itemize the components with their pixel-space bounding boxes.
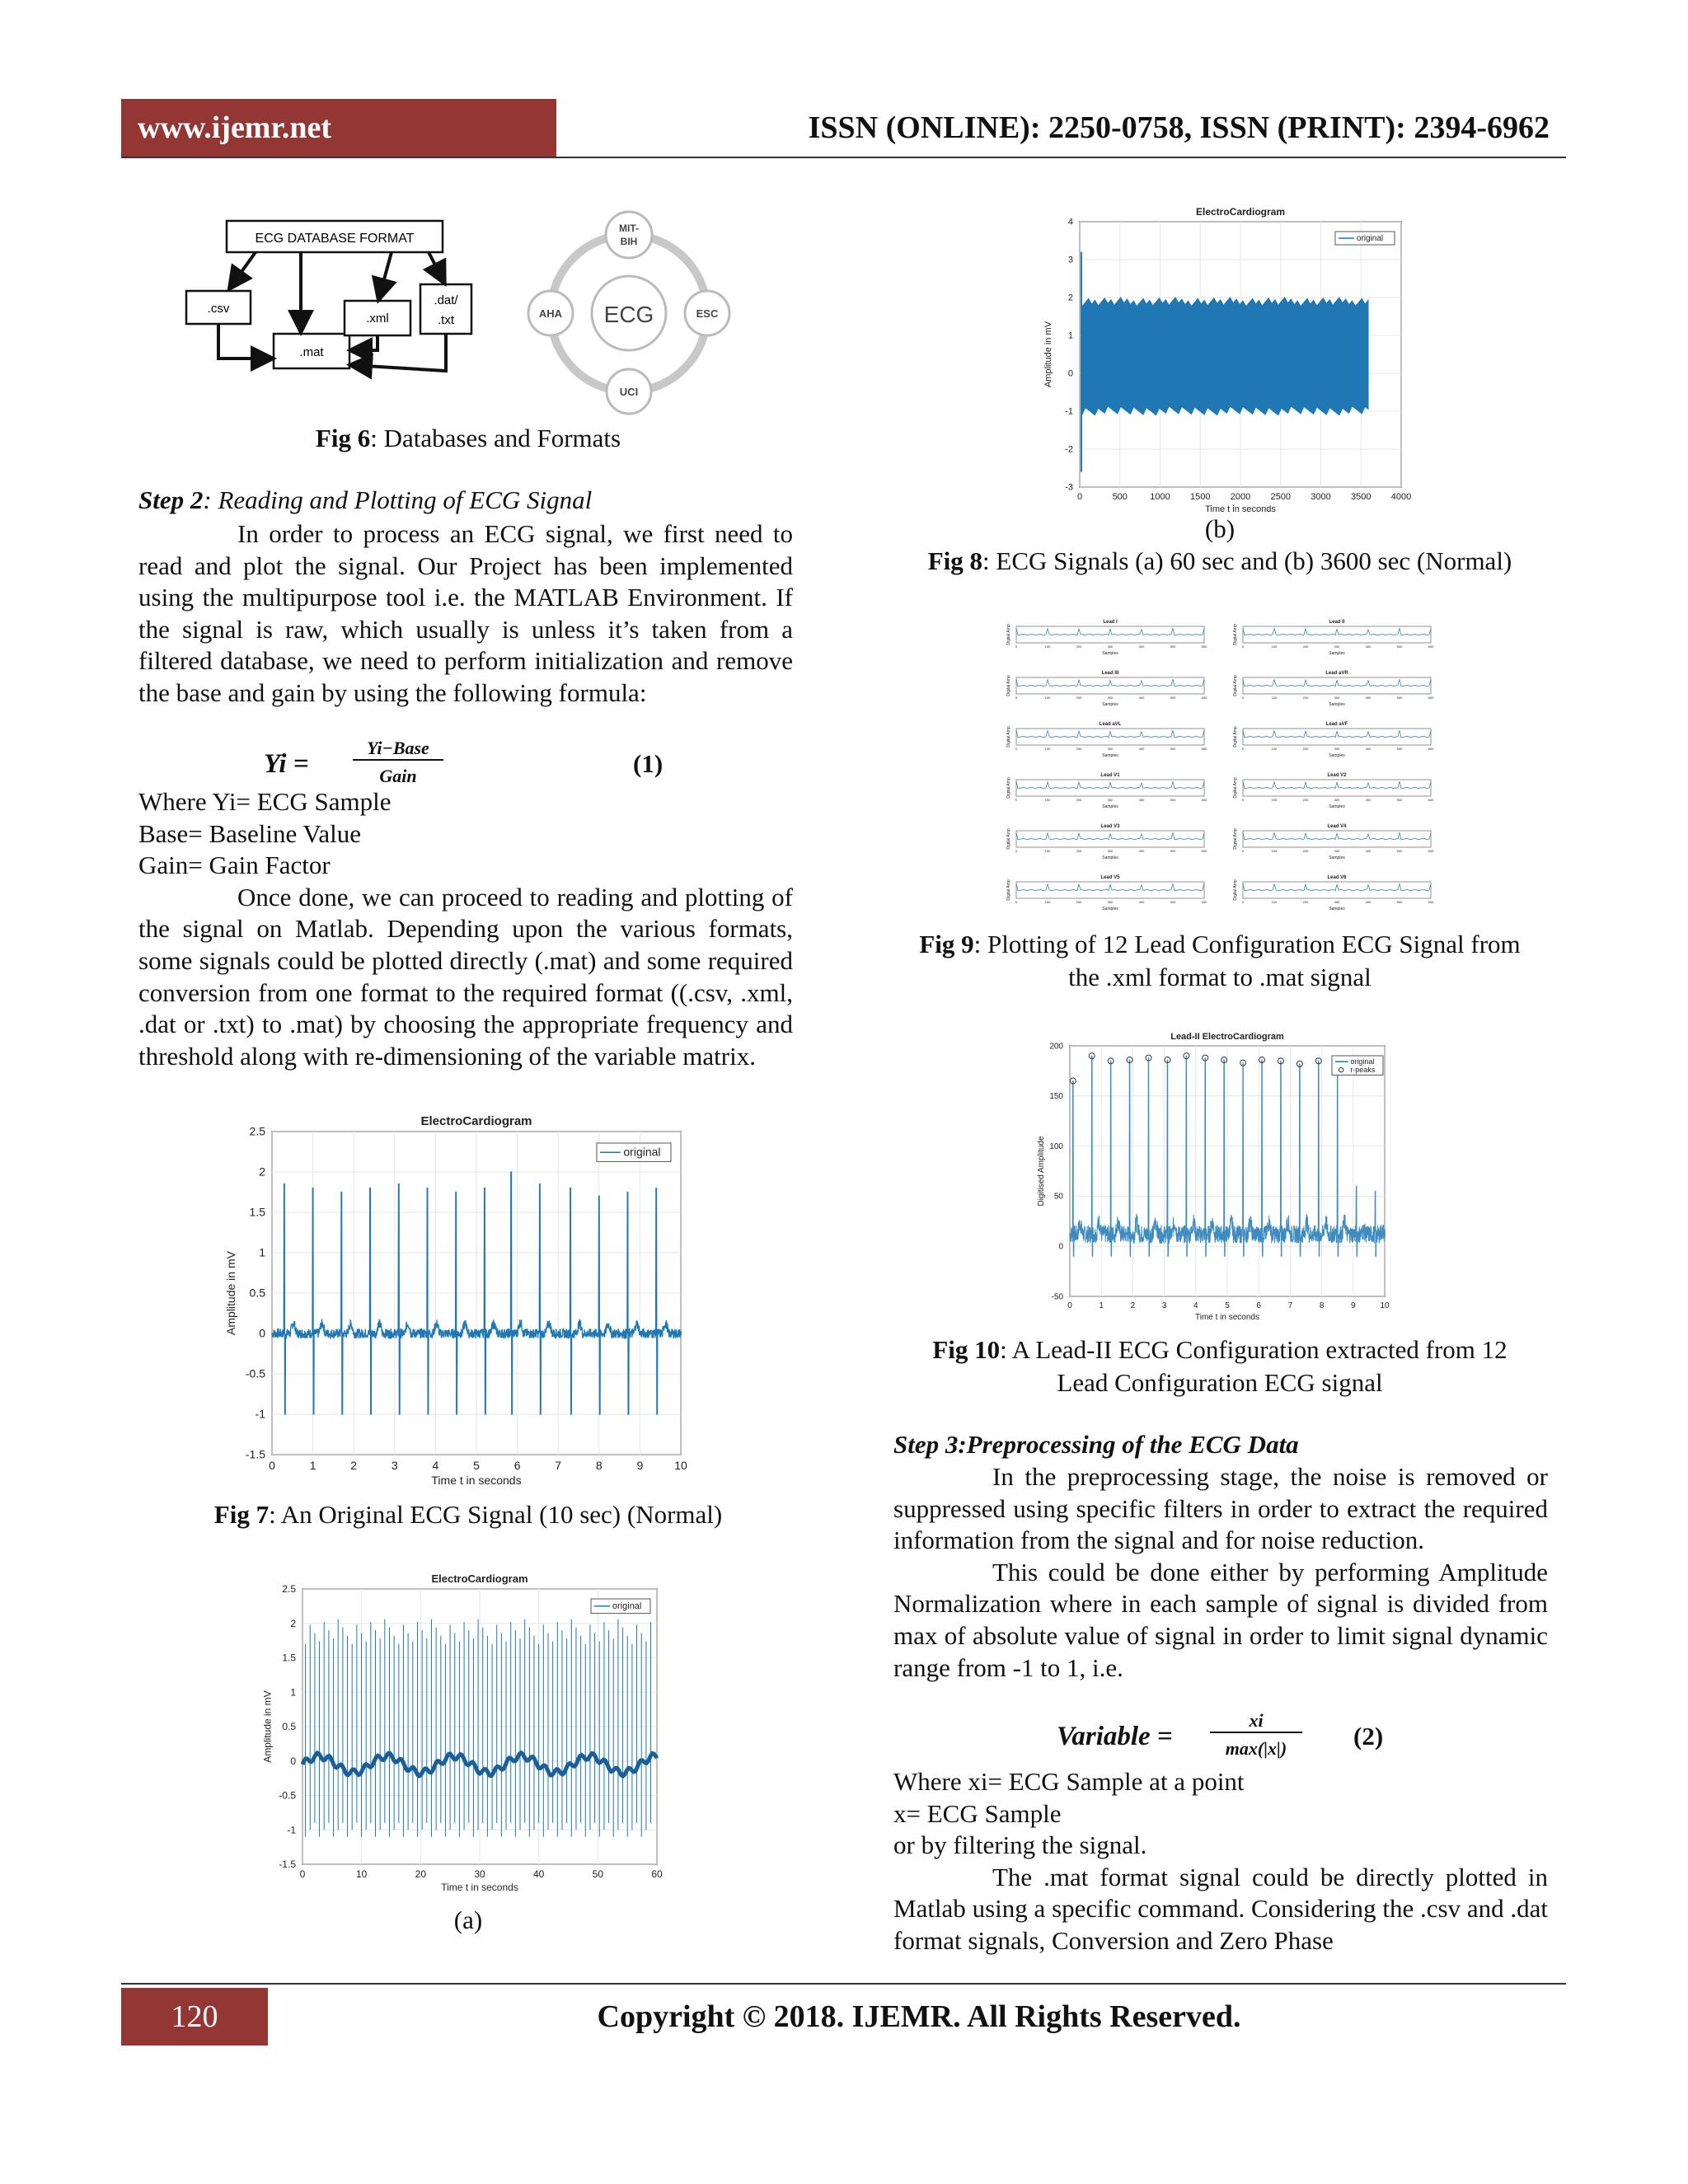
- fig6-format-csv: .csv: [207, 302, 230, 316]
- fig7-ytick-label: -1: [255, 1407, 265, 1421]
- fig6-caption-label: Fig 6: [315, 424, 371, 452]
- fig10-chart: [1029, 1026, 1408, 1339]
- eq2-label: (2): [1353, 1722, 1384, 1750]
- fig9-ylabel: Digital Amp: [1006, 726, 1011, 748]
- where-gain: Gain= Gain Factor: [138, 851, 331, 880]
- fig8a-ytick-label: -0.5: [279, 1789, 296, 1802]
- fig8b-series-original: [1082, 298, 1368, 415]
- fig6-diagram: [181, 210, 758, 416]
- step3-body: [893, 1461, 1548, 1684]
- fig6-ring-left: AHA: [538, 307, 563, 320]
- fig9-lead-title: Lead aVR: [1325, 671, 1348, 676]
- fig8b-xtick-label: 1000: [1150, 492, 1170, 502]
- fig9-xtick: 500: [1170, 747, 1176, 751]
- fig8a-ytick-label: 2.5: [282, 1583, 296, 1595]
- fig10-caption-line2: Lead Configuration ECG signal: [1057, 1368, 1383, 1397]
- fig9-xtick: 300: [1107, 900, 1114, 904]
- fig9-xtick: 600: [1428, 900, 1434, 904]
- fig9-xtick: 400: [1138, 696, 1145, 700]
- fig10-xtick-label: 5: [1225, 1301, 1230, 1310]
- fig9-lead-title: Lead V3: [1100, 824, 1120, 829]
- fig8b-xlabel: Time t in seconds: [1205, 504, 1276, 514]
- fig9-xtick: 200: [1302, 849, 1309, 853]
- fig9-lead-title: Lead II: [1329, 620, 1345, 625]
- fig7-caption-label: Fig 7: [213, 1500, 270, 1529]
- fig9-chart: [1001, 612, 1442, 923]
- fig8a-xtick-label: 20: [415, 1868, 427, 1880]
- fig9-xtick: 400: [1365, 849, 1372, 853]
- fig10-legend-label-2: r-peaks: [1350, 1065, 1376, 1074]
- fig10-xtick-label: 1: [1099, 1301, 1104, 1310]
- fig9-xtick: 200: [1302, 644, 1309, 649]
- fig9-xtick: 500: [1396, 644, 1403, 649]
- fig9-xtick: 500: [1396, 798, 1403, 802]
- where-xi: Where xi= ECG Sample at a point: [893, 1767, 1245, 1796]
- eq2-numerator: xi: [1210, 1710, 1302, 1733]
- fig8b-ytick-label: -1: [1065, 406, 1073, 417]
- fig9-xtick: 100: [1271, 798, 1278, 802]
- fig9-xlabel: Samples: [1329, 753, 1345, 758]
- fig9-xlabel: Samples: [1329, 804, 1345, 809]
- fig6-caption-text: : Databases and Formats: [370, 424, 621, 452]
- fig9-xtick: 600: [1201, 696, 1207, 700]
- fig8a-ytick-label: -1: [287, 1824, 296, 1836]
- fig8a-xtick-label: 30: [474, 1868, 485, 1880]
- fig8b-sublabel: (b): [1204, 514, 1236, 543]
- fig9-xtick: 0: [1015, 849, 1018, 853]
- fig10-title: Lead-II ElectroCardiogram: [1170, 1032, 1284, 1042]
- fig7-xtick-label: 9: [636, 1459, 644, 1472]
- fig9-xlabel: Samples: [1102, 753, 1118, 758]
- fig6-format-dat: .dat/: [434, 293, 458, 307]
- fig7-caption: [138, 1498, 798, 1531]
- fig10-xtick-label: 10: [1380, 1301, 1390, 1310]
- fig9-xtick: 500: [1170, 798, 1176, 802]
- fig9-xlabel: Samples: [1102, 702, 1118, 707]
- fig8b-xtick-label: 0: [1076, 492, 1083, 502]
- step2-heading: Step 2: Reading and Plotting of ECG Signal: [138, 485, 593, 514]
- fig6-ring-bottom: UCI: [619, 386, 639, 398]
- fig8-caption-text: : ECG Signals (a) 60 sec and (b) 3600 sec (Normal): [982, 546, 1512, 575]
- fig8b-xtick-label: 500: [1112, 492, 1128, 502]
- fig8b-xtick-label: 2000: [1230, 492, 1251, 502]
- fig8a-ytick-label: 0: [290, 1755, 296, 1767]
- fig9-xtick: 400: [1138, 900, 1145, 904]
- fig9-caption-line2: the .xml format to .mat signal: [1068, 963, 1372, 991]
- fig10-caption: [890, 1333, 1550, 1399]
- fig9-xlabel: Samples: [1102, 804, 1118, 809]
- fig8b-ytick-label: 2: [1067, 293, 1073, 303]
- fig10-xtick-label: 6: [1256, 1301, 1261, 1310]
- fig9-xtick: 600: [1201, 849, 1207, 853]
- fig7-caption-text: : An Original ECG Signal (10 sec) (Normal): [269, 1500, 723, 1529]
- fig8a-ytick-label: -1.5: [279, 1858, 296, 1870]
- fig9-xtick: 0: [1015, 747, 1018, 751]
- fig9-lead-title: Lead aVF: [1325, 722, 1348, 727]
- fig7-xtick-label: 2: [350, 1459, 358, 1472]
- fig9-xtick: 100: [1044, 696, 1051, 700]
- fig8a-legend-label: original: [612, 1601, 642, 1612]
- fig9-xtick: 400: [1138, 747, 1145, 751]
- fig7-ytick-label: -1.5: [245, 1447, 265, 1461]
- fig8b-xtick-label: 1500: [1190, 492, 1211, 502]
- fig9-xlabel: Samples: [1102, 855, 1118, 860]
- fig9-xtick: 200: [1302, 900, 1309, 904]
- fig9-xtick: 100: [1271, 900, 1278, 904]
- fig9-xtick: 0: [1241, 696, 1245, 700]
- fig6-db-box-title: ECG DATABASE FORMAT: [255, 232, 415, 246]
- step3-heading: Step 3:Preprocessing of the ECG Data: [893, 1430, 1299, 1459]
- fig9-xtick: 200: [1076, 747, 1082, 751]
- fig9-xtick: 300: [1334, 900, 1340, 904]
- fig9-xtick: 500: [1396, 900, 1403, 904]
- fig7-ytick-label: 0: [259, 1326, 265, 1340]
- fig10-ytick-label: 200: [1049, 1042, 1063, 1052]
- fig9-xtick: 400: [1365, 900, 1372, 904]
- fig7-ylabel: Amplitude in mV: [224, 1251, 238, 1335]
- equation-1: [264, 738, 692, 794]
- fig9-xtick: 400: [1365, 644, 1372, 649]
- fig9-lead-title: Lead V5: [1100, 875, 1120, 880]
- fig9-caption-line1: : Plotting of 12 Lead Configuration ECG Signal from: [973, 930, 1521, 958]
- fig9-ylabel: Digital Amp: [1233, 624, 1238, 645]
- fig7-ytick-label: 1.5: [249, 1205, 265, 1219]
- fig8b-xtick-label: 4000: [1390, 492, 1412, 502]
- fig8b-ytick-label: 3: [1067, 255, 1073, 265]
- page-number: 120: [121, 1988, 268, 2046]
- fig6-format-xml: .xml: [366, 312, 389, 326]
- fig9-xtick: 100: [1271, 696, 1278, 700]
- fig7-xtick-label: 5: [473, 1459, 480, 1472]
- fig9-ylabel: Digital Amp: [1006, 828, 1011, 850]
- fig10-xtick-label: 7: [1287, 1301, 1293, 1310]
- fig9-xtick: 300: [1334, 849, 1340, 853]
- fig9-xtick: 100: [1271, 849, 1278, 853]
- step3-para2: This could be done either by performing Amplitude Normalization where in each sample of signal is divided from max of absolute value of signal in order to limit signal dynamic range from -1 to 1, i.e.: [893, 1557, 1548, 1682]
- fig8b-ytick-label: 0: [1067, 368, 1073, 379]
- fig10-caption-line1: : A Lead-II ECG Configuration extracted from 12: [1000, 1335, 1507, 1364]
- fig9-xtick: 300: [1107, 644, 1114, 649]
- fig10-ytick-label: 50: [1053, 1192, 1063, 1202]
- fig9-xtick: 0: [1241, 900, 1245, 904]
- fig10-ytick-label: 150: [1049, 1092, 1063, 1102]
- fig9-xtick: 100: [1044, 747, 1051, 751]
- step3-para1: In the preprocessing stage, the noise is removed or suppressed using specific filters in order to extract the required information from the signal and for noise reduction.: [893, 1462, 1548, 1555]
- where-yi: Where Yi= ECG Sample: [138, 787, 392, 816]
- fig9-lead-title: Lead I: [1103, 620, 1118, 625]
- fig8a-xtick-label: 60: [651, 1868, 663, 1880]
- fig9-xtick: 0: [1015, 900, 1018, 904]
- fig8-caption: [890, 545, 1550, 578]
- fig7-xtick-label: 8: [595, 1459, 603, 1472]
- step3-para3: The .mat format signal could be directly plotted in Matlab using a specific command. Considering the .csv and .dat format signals, Conversion and Zero Phase: [893, 1862, 1548, 1955]
- equation-2: [1057, 1710, 1485, 1768]
- fig9-lead-title: Lead aVL: [1099, 722, 1122, 727]
- fig10-xtick-label: 8: [1319, 1301, 1325, 1310]
- fig7-chart: [221, 1108, 699, 1500]
- fig8a-ylabel: Amplitude in mV: [261, 1690, 274, 1763]
- fig9-xtick: 600: [1428, 696, 1434, 700]
- fig6-ring-right: ESC: [696, 307, 719, 320]
- fig7-xlabel: Time t in seconds: [431, 1474, 522, 1487]
- fig9-xtick: 200: [1076, 696, 1082, 700]
- fig9-xtick: 300: [1107, 696, 1114, 700]
- fig8b-title: ElectroCardiogram: [1195, 206, 1286, 218]
- fig9-xtick: 100: [1044, 900, 1051, 904]
- fig9-xtick: 600: [1201, 900, 1207, 904]
- fig9-xtick: 100: [1044, 644, 1051, 649]
- fig7-ytick-label: 2.5: [249, 1124, 265, 1138]
- fig9-xtick: 500: [1396, 747, 1403, 751]
- fig8a-xtick-label: 40: [532, 1868, 545, 1880]
- fig7-ytick-label: 1: [259, 1245, 265, 1259]
- fig9-lead-title: Lead V6: [1327, 875, 1347, 880]
- fig9-xtick: 200: [1302, 747, 1309, 751]
- fig7-legend-label: original: [623, 1145, 661, 1159]
- fig9-xtick: 500: [1170, 696, 1176, 700]
- fig6-caption: [138, 422, 798, 455]
- fig9-xlabel: Samples: [1329, 907, 1345, 912]
- fig8a-xtick-label: 10: [355, 1868, 368, 1880]
- fig8b-ytick-label: -2: [1065, 444, 1073, 455]
- fig9-xtick: 0: [1241, 798, 1245, 802]
- fig8b-chart: [1037, 202, 1416, 519]
- fig9-xtick: 400: [1138, 798, 1145, 802]
- fig9-xtick: 500: [1170, 900, 1176, 904]
- header-site[interactable]: www.ijemr.net: [121, 99, 556, 157]
- fig9-xtick: 500: [1396, 696, 1403, 700]
- fig9-xtick: 300: [1107, 798, 1114, 802]
- fig10-ylabel: Digitised Amplitude: [1037, 1136, 1046, 1207]
- fig9-xlabel: Samples: [1102, 651, 1118, 656]
- fig9-xtick: 0: [1241, 747, 1245, 751]
- fig9-xtick: 400: [1138, 644, 1145, 649]
- fig9-xtick: 400: [1365, 747, 1372, 751]
- fig9-caption-label: Fig 9: [919, 930, 974, 958]
- fig9-caption: [890, 928, 1550, 994]
- fig9-xtick: 300: [1334, 747, 1340, 751]
- fig9-xtick: 500: [1170, 644, 1176, 649]
- fig9-xtick: 200: [1076, 900, 1082, 904]
- eq1-numerator: Yi−Base: [353, 738, 443, 761]
- fig7-xtick-label: 10: [674, 1459, 687, 1472]
- fig9-xtick: 200: [1076, 798, 1082, 802]
- fig8b-xtick-label: 3500: [1351, 492, 1372, 502]
- fig9-xtick: 300: [1334, 798, 1340, 802]
- fig9-xtick: 0: [1015, 696, 1018, 700]
- fig9-xlabel: Samples: [1329, 855, 1345, 860]
- eq1-denominator: Gain: [379, 766, 417, 786]
- fig9-xtick: 500: [1396, 849, 1403, 853]
- fig9-xtick: 600: [1201, 798, 1207, 802]
- fig9-xtick: 300: [1334, 644, 1340, 649]
- fig9-xtick: 100: [1044, 798, 1051, 802]
- fig9-xtick: 100: [1044, 849, 1051, 853]
- fig9-ylabel: Digital Amp: [1233, 879, 1238, 901]
- fig9-xtick: 400: [1365, 696, 1372, 700]
- fig6-ring-center: ECG: [603, 302, 654, 327]
- fig9-xtick: 600: [1201, 747, 1207, 751]
- header-rule: [121, 157, 1566, 158]
- fig9-xtick: 0: [1015, 644, 1018, 649]
- footer-rule: [121, 1983, 1566, 1985]
- fig8b-xtick-label: 3000: [1311, 492, 1331, 502]
- fig9-xtick: 400: [1138, 849, 1145, 853]
- fig9-xtick: 300: [1107, 849, 1114, 853]
- fig9-xtick: 400: [1365, 798, 1372, 802]
- fig8a-ytick-label: 1: [290, 1686, 296, 1699]
- fig8a-ytick-label: 2: [290, 1617, 296, 1629]
- fig9-xtick: 0: [1241, 644, 1245, 649]
- fig7-xtick-label: 4: [432, 1459, 439, 1472]
- eq1-label: (1): [633, 749, 663, 778]
- fig9-ylabel: Digital Amp: [1233, 726, 1238, 748]
- fig7-xtick-label: 6: [513, 1459, 521, 1472]
- fig7-title: ElectroCardiogram: [420, 1114, 532, 1128]
- fig9-ylabel: Digital Amp: [1006, 624, 1011, 645]
- fig9-lead-title: Lead V2: [1327, 773, 1347, 778]
- fig8b-ytick-label: -3: [1065, 482, 1073, 493]
- fig9-xtick: 600: [1428, 747, 1434, 751]
- fig10-ytick-label: -50: [1051, 1292, 1063, 1302]
- where-x: x= ECG Sample: [893, 1798, 1062, 1828]
- fig9-xlabel: Samples: [1102, 907, 1118, 912]
- fig9-ylabel: Digital Amp: [1233, 828, 1238, 850]
- fig8a-xtick-label: 50: [592, 1868, 604, 1880]
- fig7-xtick-label: 0: [269, 1459, 275, 1472]
- fig7-ytick-label: -0.5: [245, 1366, 265, 1380]
- eq2-denominator: max(|x|): [1225, 1738, 1287, 1759]
- fig10-xtick-label: 3: [1161, 1301, 1167, 1310]
- fig6-format-mat: .mat: [299, 345, 324, 359]
- fig8b-ylabel: Amplitude in mV: [1043, 321, 1053, 388]
- fig7-ytick-label: 0.5: [249, 1286, 265, 1300]
- fig9-ylabel: Digital Amp: [1006, 879, 1011, 901]
- fig8-caption-label: Fig 8: [927, 546, 983, 575]
- fig10-xlabel: Time t in seconds: [1195, 1313, 1259, 1322]
- fig10-ytick-label: 100: [1049, 1141, 1063, 1151]
- fig9-xtick: 300: [1107, 747, 1114, 751]
- fig6-format-txt: .txt: [437, 313, 455, 327]
- where-filter: or by filtering the signal.: [893, 1830, 1147, 1860]
- step2-where: [138, 786, 793, 1072]
- fig8a-xlabel: Time t in seconds: [441, 1882, 518, 1893]
- fig9-ylabel: Digital Amp: [1006, 777, 1011, 799]
- fig9-xtick: 600: [1201, 644, 1207, 649]
- fig7-xtick-label: 1: [309, 1459, 316, 1472]
- fig9-xlabel: Samples: [1329, 651, 1345, 656]
- fig6-ring-top2: BIH: [620, 236, 638, 247]
- fig8b-legend-label: original: [1356, 234, 1384, 243]
- fig9-lead-title: Lead V1: [1100, 773, 1120, 778]
- fig9-lead-title: Lead V4: [1327, 824, 1347, 829]
- fig6-ring-top: MIT-: [619, 223, 639, 234]
- where-base: Base= Baseline Value: [138, 818, 362, 848]
- fig10-xtick-label: 4: [1193, 1301, 1198, 1310]
- fig9-xtick: 200: [1076, 644, 1082, 649]
- fig8b-ytick-label: 1: [1067, 330, 1073, 341]
- step2-para1: In order to process an ECG signal, we first need to read and plot the signal. Our Project has been implemented using the multipurpose tool i.e. the MATLAB Environment. If the signal is raw, which usually is unless it’s taken from a filtered database, we need to perform initialization and remove the base and gain by using the following formula:: [138, 519, 793, 707]
- fig8a-xtick-label: 0: [299, 1868, 306, 1880]
- fig9-xtick: 600: [1428, 644, 1434, 649]
- fig8a-title: ElectroCardiogram: [431, 1572, 528, 1585]
- fig10-xtick-label: 2: [1130, 1301, 1136, 1310]
- step2-heading-b: : Reading and Plotting of ECG Signal: [203, 485, 593, 514]
- fig9-xtick: 0: [1241, 849, 1245, 853]
- fig8a-chart: [251, 1566, 672, 1908]
- fig10-legend-label: original: [1350, 1057, 1375, 1066]
- fig10-ytick-label: 0: [1058, 1242, 1063, 1252]
- fig10-xtick-label: 9: [1351, 1301, 1356, 1310]
- step2-para2: Once done, we can proceed to reading and plotting of the signal on Matlab. Depending upon the various formats, some signals could be plotted directly (.mat) and some required conversion from one format to the required format ((.csv, .xml, .dat or .txt) to .mat) by choosing the appropriate frequency and threshold along with re-dimensioning of the variable matrix.: [138, 882, 793, 1071]
- fig9-xtick: 300: [1334, 696, 1340, 700]
- footer-copyright: Copyright © 2018. IJEMR. All Rights Reserved.: [597, 1999, 1241, 2034]
- fig9-xtick: 600: [1428, 849, 1434, 853]
- fig9-xtick: 200: [1302, 696, 1309, 700]
- fig9-xtick: 200: [1076, 849, 1082, 853]
- fig9-xlabel: Samples: [1329, 702, 1345, 707]
- fig8a-ytick-label: 1.5: [282, 1652, 296, 1664]
- fig9-xtick: 600: [1428, 798, 1434, 802]
- fig9-xtick: 200: [1302, 798, 1309, 802]
- fig9-xtick: 500: [1170, 849, 1176, 853]
- fig7-xtick-label: 7: [555, 1459, 562, 1472]
- eq2-lhs: Variable =: [1057, 1722, 1173, 1751]
- fig9-xtick: 100: [1271, 747, 1278, 751]
- header-issn: ISSN (ONLINE): 2250-0758, ISSN (PRINT): 2394-6962: [808, 110, 1550, 145]
- fig9-lead-title: Lead III: [1101, 671, 1119, 676]
- eq1-lhs: Yi =: [264, 749, 309, 779]
- fig7-xtick-label: 3: [391, 1459, 398, 1472]
- fig7-ytick-label: 2: [259, 1165, 265, 1179]
- fig8b-xtick-label: 2500: [1270, 492, 1291, 502]
- fig8b-ytick-label: 4: [1067, 217, 1073, 227]
- fig9-ylabel: Digital Amp: [1006, 675, 1011, 696]
- fig8a-ytick-label: 0.5: [282, 1721, 296, 1732]
- fig10-xtick-label: 0: [1067, 1301, 1072, 1310]
- fig9-ylabel: Digital Amp: [1233, 675, 1238, 696]
- fig9-xtick: 100: [1271, 644, 1278, 649]
- fig8a-sublabel: (a): [453, 1905, 483, 1934]
- step3-where: [893, 1766, 1548, 1957]
- fig9-xtick: 0: [1015, 798, 1018, 802]
- fig9-ylabel: Digital Amp: [1233, 777, 1238, 799]
- fig10-caption-label: Fig 10: [932, 1335, 1001, 1364]
